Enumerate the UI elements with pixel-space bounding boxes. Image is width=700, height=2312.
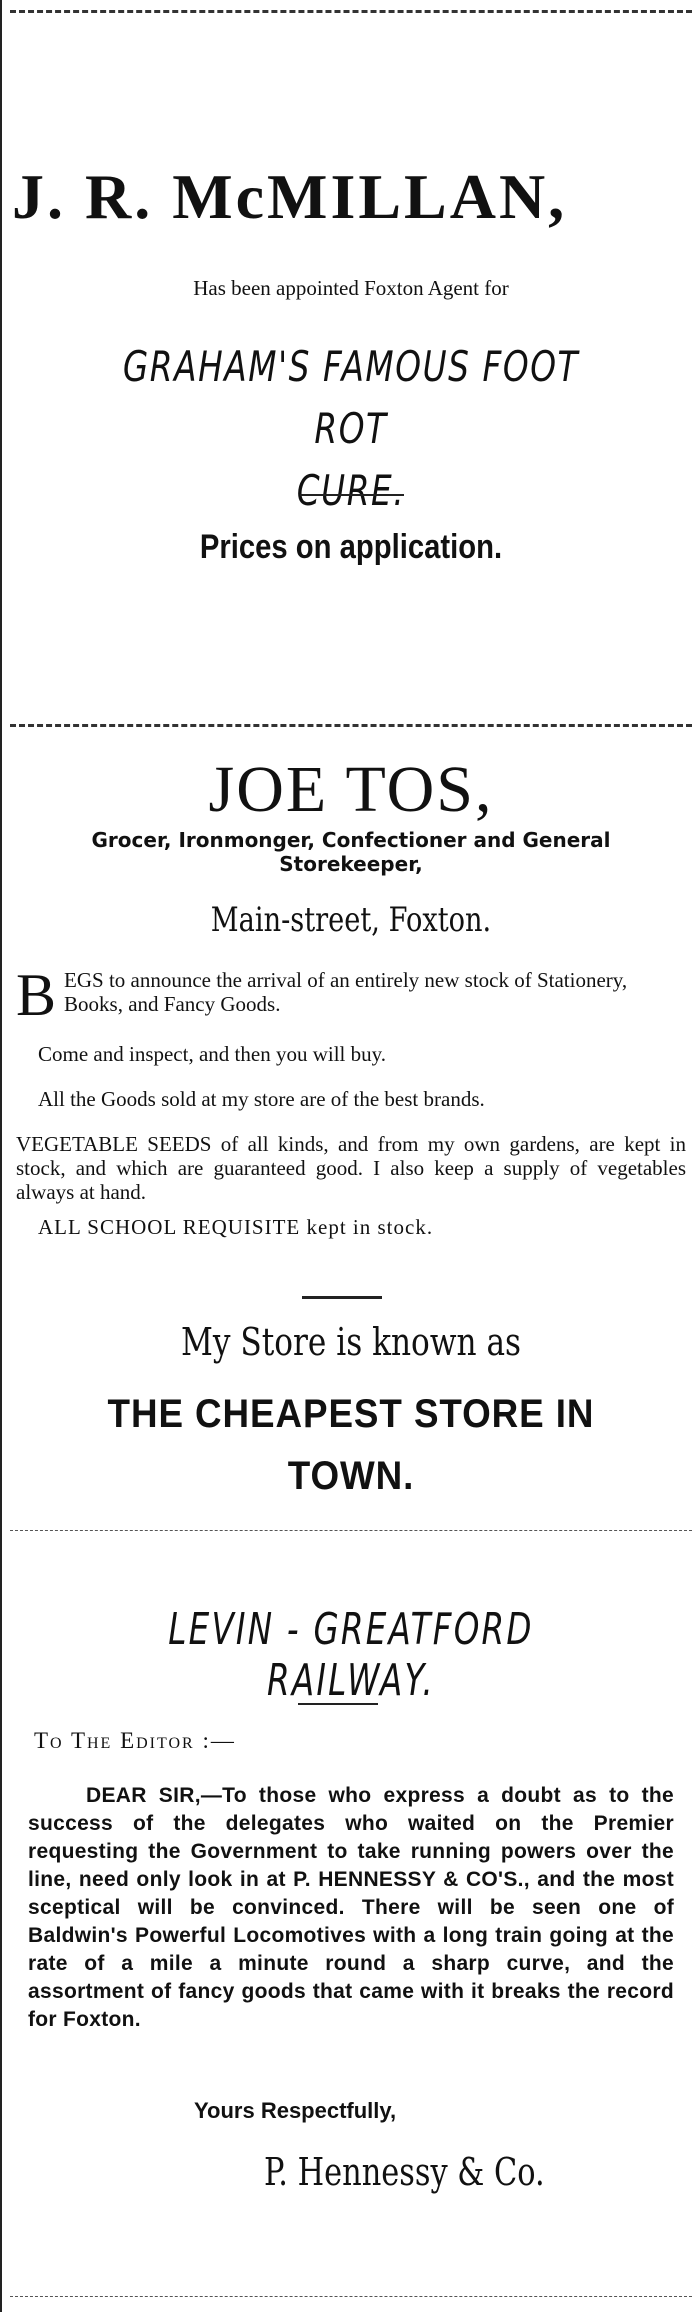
joe-tos-divider: [302, 1296, 382, 1299]
mcmillan-prices: Prices on application.: [199, 528, 503, 566]
joe-tos-begs-text: EGS to announce the arrival of an entirely new stock of Stationery, Books, and Fancy Goods.: [64, 968, 628, 1016]
drop-cap: B: [16, 962, 57, 1028]
joe-tos-address: Main-street, Foxton.: [210, 900, 492, 940]
bottom-border-rule: [10, 2296, 692, 2297]
mcmillan-product-line2: CURE.: [296, 466, 406, 515]
joe-tos-school-line: ALL SCHOOL REQUISITE kept in stock.: [38, 1215, 434, 1239]
railway-divider: [298, 1703, 378, 1705]
mcmillan-name: J. R. McMILLAN,: [12, 161, 568, 232]
joe-tos-come-line: Come and inspect, and then you will buy.: [38, 1042, 386, 1066]
joe-tos-cheapest-line1: THE CHEAPEST STORE IN: [107, 1392, 595, 1436]
railway-letter-body: [28, 1782, 674, 2034]
joe-tos-known-line: My Store is known as: [180, 1320, 522, 1364]
section-divider-1: [10, 724, 692, 727]
joe-tos-seeds-paragraph: VEGETABLE SEEDS of all kinds, and from my own gardens, are kept in stock, and which are guaranteed good. I also keep a supply of vegetables always at hand.: [16, 1132, 686, 1204]
mcmillan-product-line1: GRAHAM'S FAMOUS FOOT ROT: [122, 342, 580, 453]
joe-tos-trades: Grocer, Ironmonger, Confectioner and General Storekeeper,: [91, 828, 611, 876]
joe-tos-begs-paragraph: [16, 962, 686, 1028]
top-border-rule: [10, 10, 692, 13]
joe-tos-cheapest-line2: TOWN.: [287, 1454, 415, 1498]
joe-tos-goods-line: All the Goods sold at my store are of the best brands.: [38, 1087, 485, 1111]
section-divider-2: [10, 1530, 692, 1531]
joe-tos-cheapest: [48, 1383, 653, 1507]
mcmillan-divider: [300, 494, 404, 496]
railway-letter-text: DEAR SIR,—To those who express a doubt as to the success of the delegates who waited on the Premier requesting the Government to take running powers over the line, need only look in at P. HENNESSY & CO'S., and the most sceptical will be convinced. There will be seen one of Baldwin's Powerful Locomotives with a long train going at the rate of a mile a minute round a sharp curve, and the assortment of fancy goods that came with it breaks the record for Foxton.: [28, 1784, 674, 2031]
railway-signature: P. Hennessy & Co.: [264, 2150, 545, 2194]
joe-tos-name: JOE TOS,: [208, 753, 494, 826]
railway-title: LEVIN - GREATFORD RAILWAY.: [168, 1604, 534, 1706]
mcmillan-agent-line: Has been appointed Foxton Agent for: [193, 276, 509, 300]
railway-to-editor: To The Editor :—: [34, 1728, 236, 1753]
railway-closing: Yours Respectfully,: [194, 2098, 397, 2123]
